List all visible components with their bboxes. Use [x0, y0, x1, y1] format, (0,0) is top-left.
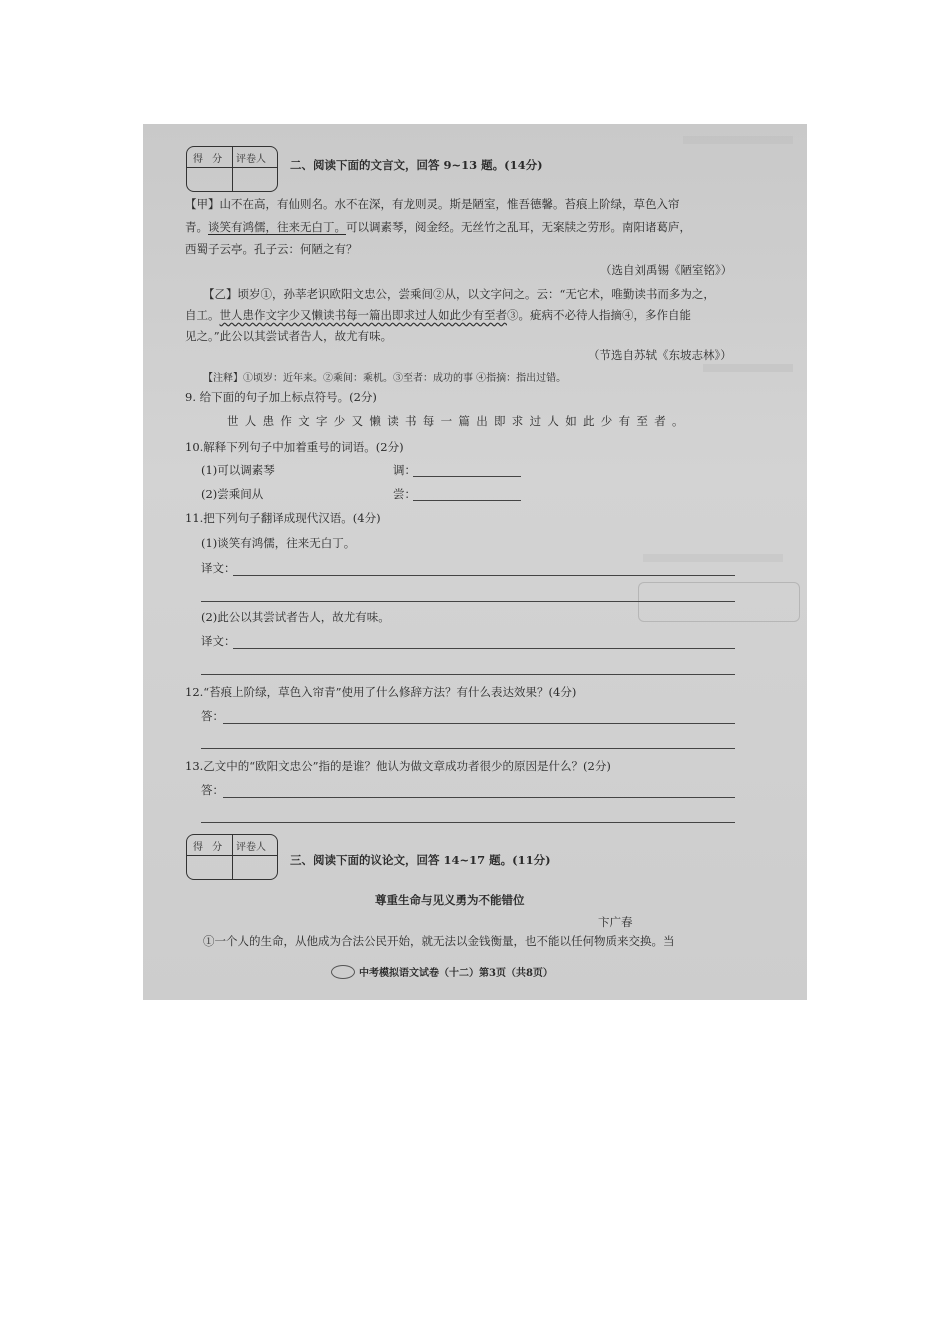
section3-heading: 三、阅读下面的议论文，回答 14~17 题。(11分) — [290, 853, 551, 867]
answer-line[interactable] — [201, 601, 735, 602]
question-9: 9. 给下面的句子加上标点符号。(2分) — [185, 390, 377, 404]
bleed-through — [703, 364, 793, 372]
score-label: 得 分 — [193, 842, 226, 853]
question-10-1-word: 调： — [393, 463, 416, 477]
question-10: 10.解释下列句子中加着重号的词语。(2分) — [185, 440, 404, 454]
yi-line-2b: 世人患作文字少又懒读书每一篇出即求过人如此少有至者 — [219, 308, 507, 322]
exam-page — [143, 124, 807, 1000]
jia-line-2 — [185, 219, 691, 235]
answer-line[interactable] — [223, 797, 735, 798]
jia-line-2b: 谈笑有鸿儒，往来无白丁。 — [208, 220, 346, 234]
yi-line-2 — [185, 307, 691, 323]
yi-line-2a: 自工。 — [185, 308, 220, 322]
answer-line[interactable] — [223, 723, 735, 724]
question-10-2-word: 尝： — [393, 487, 416, 501]
score-box — [186, 146, 278, 192]
answer-line[interactable] — [413, 500, 521, 501]
bleed-through — [643, 554, 783, 562]
jia-source: （选自刘禹锡《陋室铭》） — [600, 263, 733, 277]
publisher-logo-icon — [331, 965, 355, 979]
essay-paragraph-1: ①一个人的生命，从他成为合法公民开始，就无法以金钱衡量，也不能以任何物质来交换。当 — [203, 934, 675, 948]
page-footer: 中考模拟语文试卷（十二）第3页（共8页） — [359, 968, 553, 979]
grader-label: 评卷人 — [236, 154, 266, 165]
score-box — [186, 834, 278, 880]
yi-line-1: 【乙】顷岁①，孙莘老识欧阳文忠公，尝乘间②从，以文字问之。云：“无它术，唯勤读书而多为之， — [203, 287, 715, 301]
question-12: 12.“苔痕上阶绿，草色入帘青”使用了什么修辞方法？有什么表达效果？(4分) — [185, 685, 577, 699]
answer-label: 答： — [201, 709, 224, 723]
answer-line[interactable] — [233, 648, 735, 649]
grader-label: 评卷人 — [236, 842, 266, 853]
jia-line-2c: 可以调素琴，阅金经。无丝竹之乱耳，无案牍之劳形。南阳诸葛庐， — [346, 220, 691, 234]
jia-line-2a: 青。 — [185, 220, 208, 234]
answer-label: 答： — [201, 783, 224, 797]
answer-line[interactable] — [201, 748, 735, 749]
question-10-2: (2)尝乘间从 — [201, 487, 264, 501]
answer-line[interactable] — [201, 674, 735, 675]
translate-label: 译文： — [201, 634, 236, 648]
yi-source: （节选自苏轼《东坡志林》） — [588, 348, 732, 362]
jia-line-3: 西蜀子云亭。孔子云：何陋之有？ — [185, 242, 358, 256]
score-label: 得 分 — [193, 154, 226, 165]
question-11-1: (1)谈笑有鸿儒，往来无白丁。 — [201, 536, 356, 550]
translate-label: 译文： — [201, 561, 236, 575]
jia-line-1: 【甲】山不在高，有仙则名。水不在深，有龙则灵。斯是陋室，惟吾德馨。苔痕上阶绿，草色入帘 — [185, 197, 680, 211]
question-9-sentence: 世人患作文字少又懒读书每一篇出即求过人如此少有至者。 — [227, 414, 690, 428]
question-11: 11.把下列句子翻译成现代汉语。(4分) — [185, 511, 381, 525]
notes: 【注释】①顷岁：近年来。②乘间：乘机。③至者：成功的事 ④指摘：指出过错。 — [203, 373, 567, 384]
question-13: 13.乙文中的“欧阳文忠公”指的是谁？他认为做文章成功者很少的原因是什么？(2分) — [185, 759, 611, 773]
essay-author: 卞广春 — [598, 915, 633, 929]
essay-title: 尊重生命与见义勇为不能错位 — [375, 893, 525, 907]
yi-line-2c: ③。疵病不必待人指摘④，多作自能 — [507, 308, 691, 322]
section2-heading: 二、阅读下面的文言文，回答 9~13 题。(14分) — [290, 158, 543, 172]
question-10-1: (1)可以调素琴 — [201, 463, 275, 477]
yi-line-3: 见之。”此公以其尝试者告人，故尤有味。 — [185, 329, 393, 343]
bleed-through — [683, 136, 793, 144]
question-11-2: (2)此公以其尝试者告人，故尤有味。 — [201, 610, 390, 624]
bleed-through-box — [638, 582, 800, 622]
answer-line[interactable] — [413, 476, 521, 477]
answer-line[interactable] — [201, 822, 735, 823]
answer-line[interactable] — [233, 575, 735, 576]
